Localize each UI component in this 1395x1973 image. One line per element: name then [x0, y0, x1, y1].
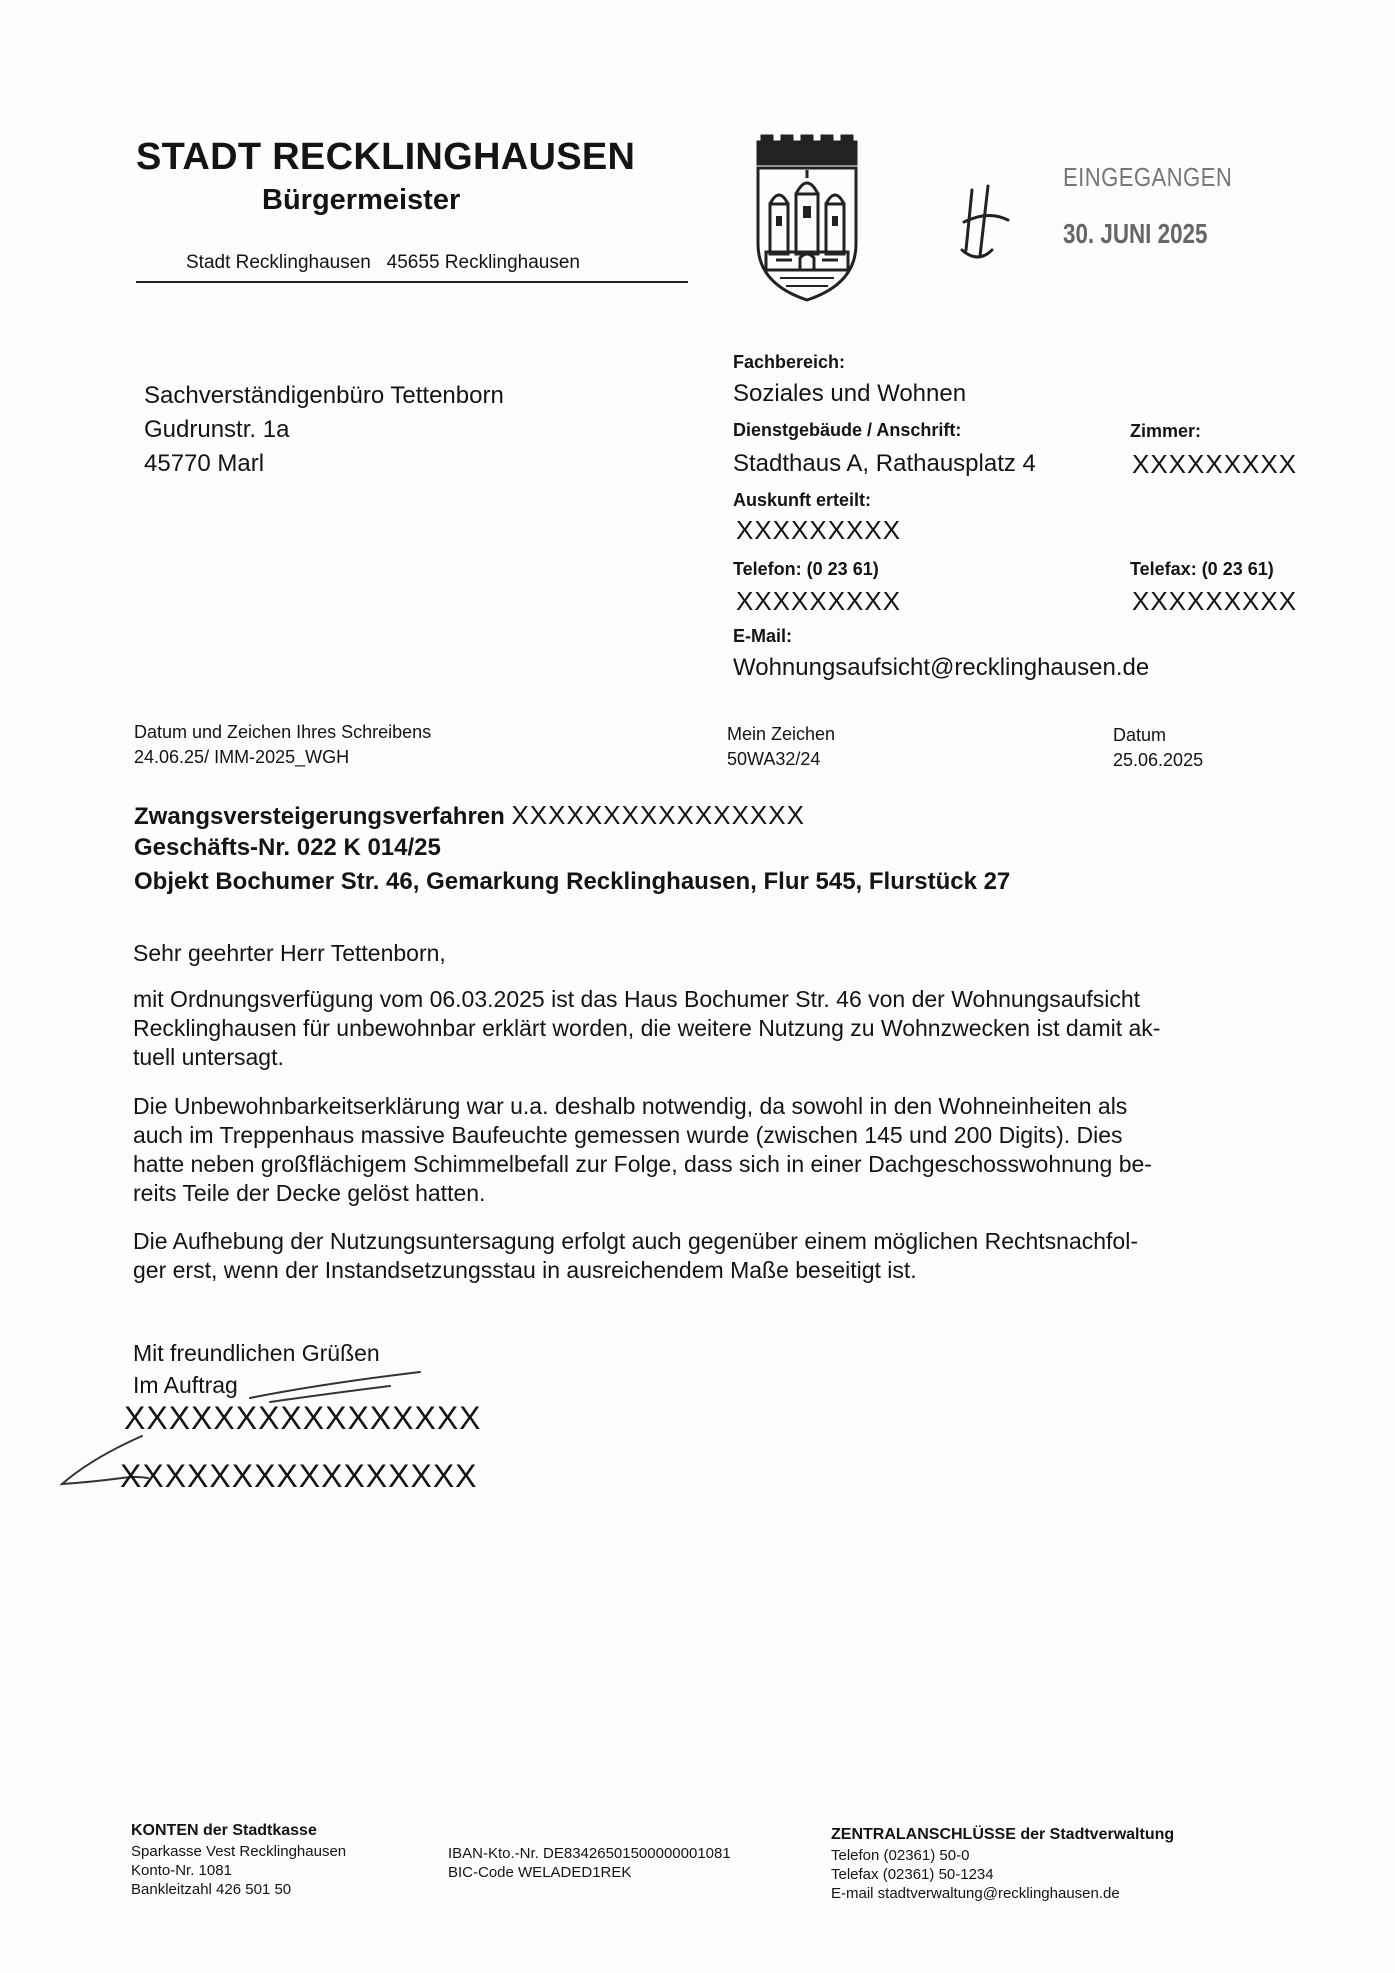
organization-name: STADT RECKLINGHAUSEN	[136, 136, 636, 178]
date-label: Datum	[1113, 725, 1167, 745]
phone-label: Telefon: (0 23 61)	[733, 559, 879, 579]
paragraph-line: Die Aufhebung der Nutzungsuntersagung erfolgt auch gegenüber einem möglichen Rechtsnachfol-	[133, 1228, 1138, 1254]
paragraph-line: ger erst, wenn der Instandsetzungsstau in ausreichendem Maße beseitigt ist.	[133, 1257, 917, 1283]
info-label: Auskunft erteilt:	[733, 490, 872, 510]
paragraph-line: mit Ordnungsverfügung vom 06.03.2025 ist das Haus Bochumer Str. 46 von der Wohnungsaufsicht	[133, 986, 1141, 1012]
closing-on-behalf: Im Auftrag	[133, 1372, 238, 1398]
salutation: Sehr geehrter Herr Tettenborn,	[133, 940, 446, 966]
fax-label: Telefax: (0 23 61)	[1130, 559, 1274, 579]
footer-bank-code: Bankleitzahl 426 501 50	[131, 1881, 292, 1898]
footer-email: E-mail stadtverwaltung@recklinghausen.de	[831, 1885, 1120, 1902]
department-label: Fachbereich:	[733, 352, 846, 372]
footer-phone: Telefon (02361) 50-0	[831, 1847, 970, 1864]
address-label: Dienstgebäude / Anschrift:	[733, 420, 962, 440]
signatory-redacted-2: XXXXXXXXXXXXXXXX	[120, 1458, 478, 1494]
phone-value: XXXXXXXXX	[736, 586, 902, 616]
fax-value: XXXXXXXXX	[1132, 586, 1298, 616]
return-address-rule	[136, 281, 688, 283]
your-reference-label: Datum und Zeichen Ihres Schreibens	[134, 722, 432, 742]
paragraph-2	[133, 1092, 1313, 1208]
room-value: XXXXXXXXX	[1132, 449, 1298, 479]
my-reference-value: 50WA32/24	[727, 749, 821, 769]
closing-greeting: Mit freundlichen Grüßen	[133, 1340, 380, 1366]
footer-central-title: ZENTRALANSCHLÜSSE der Stadtverwaltung	[831, 1826, 1175, 1843]
paragraph-line: reits Teile der Decke gelöst hatten.	[133, 1180, 486, 1206]
your-reference-value: 24.06.25/ IMM-2025_WGH	[134, 747, 350, 767]
received-stamp-label: EINGEGANGEN	[1063, 162, 1233, 192]
organization-subtitle: Bürgermeister	[262, 184, 461, 216]
department-value: Soziales und Wohnen	[733, 380, 967, 407]
email-value: Wohnungsaufsicht@recklinghausen.de	[733, 654, 1150, 681]
footer-accounts-title: KONTEN der Stadtkasse	[131, 1822, 317, 1839]
paragraph-line: Die Unbewohnbarkeitserklärung war u.a. deshalb notwendig, da sowohl in den Wohneinheiten als	[133, 1093, 1128, 1119]
paragraph-3	[133, 1227, 1313, 1285]
address-value: Stadthaus A, Rathausplatz 4	[733, 450, 1036, 477]
footer-account-number: Konto-Nr. 1081	[131, 1862, 232, 1879]
subject-redacted: XXXXXXXXXXXXXXXX	[511, 800, 805, 830]
footer-iban: IBAN-Kto.-Nr. DE83426501500000001081	[448, 1845, 731, 1862]
return-address: Stadt Recklinghausen 45655 Recklinghausen	[186, 252, 580, 273]
subject-line-3: Objekt Bochumer Str. 46, Gemarkung Recklinghausen, Flur 545, Flurstück 27	[134, 868, 1011, 895]
recipient-street: Gudrunstr. 1a	[144, 416, 290, 443]
footer-fax: Telefax (02361) 50-1234	[831, 1866, 994, 1883]
city-coat-of-arms-icon	[752, 134, 862, 304]
recipient-city: 45770 Marl	[144, 450, 265, 477]
subject-line-2: Geschäfts-Nr. 022 K 014/25	[134, 834, 441, 861]
recipient-name: Sachverständigenbüro Tettenborn	[144, 382, 504, 409]
email-label: E-Mail:	[733, 626, 793, 646]
room-label: Zimmer:	[1130, 421, 1202, 441]
paragraph-line: tuell untersagt.	[133, 1044, 284, 1070]
received-stamp-date: 30. JUNI 2025	[1063, 218, 1208, 249]
paragraph-1	[133, 985, 1313, 1072]
subject-line-1	[134, 800, 805, 831]
signatory-redacted-1: XXXXXXXXXXXXXXXX	[124, 1400, 482, 1436]
info-value: XXXXXXXXX	[736, 515, 902, 545]
paragraph-line: Recklinghausen für unbewohnbar erklärt worden, die weitere Nutzung zu Wohnzwecken ist damit ak-	[133, 1015, 1161, 1041]
paragraph-line: hatte neben großflächigem Schimmelbefall zur Folge, dass sich in einer Dachgeschosswohnung be-	[133, 1151, 1152, 1177]
date-value: 25.06.2025	[1113, 750, 1204, 770]
handwritten-initial-mark	[958, 180, 1018, 270]
my-reference-label: Mein Zeichen	[727, 724, 836, 744]
footer-bic: BIC-Code WELADED1REK	[448, 1864, 632, 1881]
paragraph-line: auch im Treppenhaus massive Baufeuchte gemessen wurde (zwischen 145 und 200 Digits). Dies	[133, 1122, 1123, 1148]
footer-bank: Sparkasse Vest Recklinghausen	[131, 1843, 347, 1860]
subject-procedure: Zwangsversteigerungsverfahren	[134, 803, 505, 830]
